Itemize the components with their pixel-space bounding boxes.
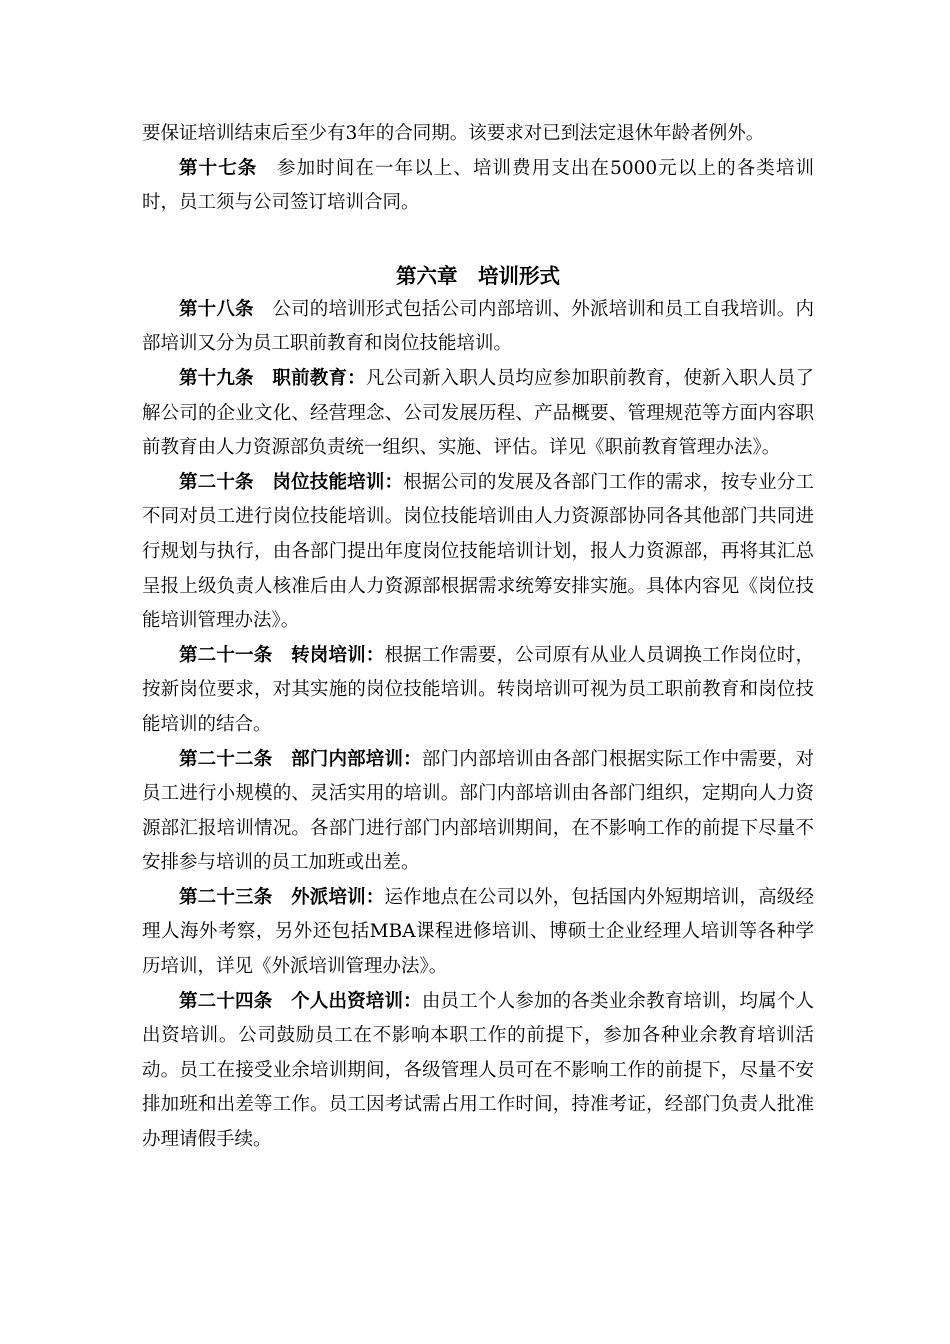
- article-label: 第二十二条: [179, 748, 273, 770]
- article-22: [142, 743, 814, 881]
- article-label: 第二十一条: [179, 644, 273, 666]
- article-20: [142, 466, 814, 639]
- chapter-title: 第六章 培训形式: [396, 263, 560, 288]
- article-18: [142, 293, 814, 362]
- article-heading: 个人出资培训：: [290, 990, 422, 1012]
- document-page: [142, 117, 814, 1158]
- article-21: [142, 639, 814, 743]
- article-heading: 职前教育：: [272, 367, 366, 389]
- article-text: 运作地点在公司以外，包括国内外短期培训，高级经理人海外考察，另外还包括MBA课程进修培训、博硕士企业经理人培训等各种学历培训，详见《外派培训管理办法》。: [142, 886, 814, 978]
- article-19: [142, 362, 814, 466]
- article-label: 第二十四条: [179, 990, 273, 1012]
- paragraph-text: 要保证培训结束后至少有3年的合同期。该要求对已到法定退休年龄者例外。: [142, 123, 765, 144]
- article-heading: 部门内部培训：: [290, 748, 422, 770]
- article-17: [142, 152, 814, 221]
- paragraph-continuation: [142, 117, 814, 152]
- article-label: 第十九条: [179, 367, 254, 389]
- article-text: 根据工作需要，公司原有从业人员调换工作岗位时，按新岗位要求，对其实施的岗位技能培训。转岗培训可视为员工职前教育和岗位技能培训的结合。: [142, 644, 814, 735]
- article-heading: 转岗培训：: [290, 644, 385, 666]
- article-label: 第二十条: [179, 471, 254, 493]
- article-label: 第十八条: [179, 298, 254, 320]
- article-text: 部门内部培训由各部门根据实际工作中需要，对员工进行小规模的、灵活实用的培训。部门内部培训由各部门组织，定期向人力资源部汇报培训情况。各部门进行部门内部培训期间，在不影响工作的前提下尽量不安排参与培训的员工加班或出差。: [142, 748, 814, 874]
- article-heading: 岗位技能培训：: [272, 471, 404, 493]
- article-text: 根据公司的发展及各部门工作的需求，按专业分工不同对员工进行岗位技能培训。岗位技能培训由人力资源部协同各其他部门共同进行规划与执行，由各部门提出年度岗位技能培训计划，报人力资源部，再将其汇总呈报上级负责人核准后由人力资源部根据需求统筹安排实施。具体内容见《岗位技能培训管理办法》。: [142, 471, 814, 632]
- article-text: 由员工个人参加的各类业余教育培训，均属个人出资培训。公司鼓励员工在不影响本职工作的前提下，参加各种业余教育培训活动。员工在接受业余培训期间，各级管理人员可在不影响工作的前提下，尽量不安排加班和出差等工作。员工因考试需占用工作时间，持准考证，经部门负责人批准办理请假手续。: [142, 990, 814, 1151]
- article-text: 凡公司新入职人员均应参加职前教育，使新入职人员了解公司的企业文化、经营理念、公司发展历程、产品概要、管理规范等方面内容职前教育由人力资源部负责统一组织、实施、评估。详见《职前教育管理办法》。: [142, 367, 814, 459]
- article-text: 参加时间在一年以上、培训费用支出在5000元以上的各类培训时，员工须与公司签订培训合同。: [142, 157, 814, 214]
- article-text: 公司的培训形式包括公司内部培训、外派培训和员工自我培训。内部培训又分为员工职前教育和岗位技能培训。: [142, 298, 814, 355]
- article-24: [142, 985, 814, 1158]
- article-label: 第十七条: [179, 157, 258, 179]
- article-label: 第二十三条: [179, 886, 273, 908]
- article-23: [142, 881, 814, 985]
- article-heading: 外派培训：: [290, 886, 385, 908]
